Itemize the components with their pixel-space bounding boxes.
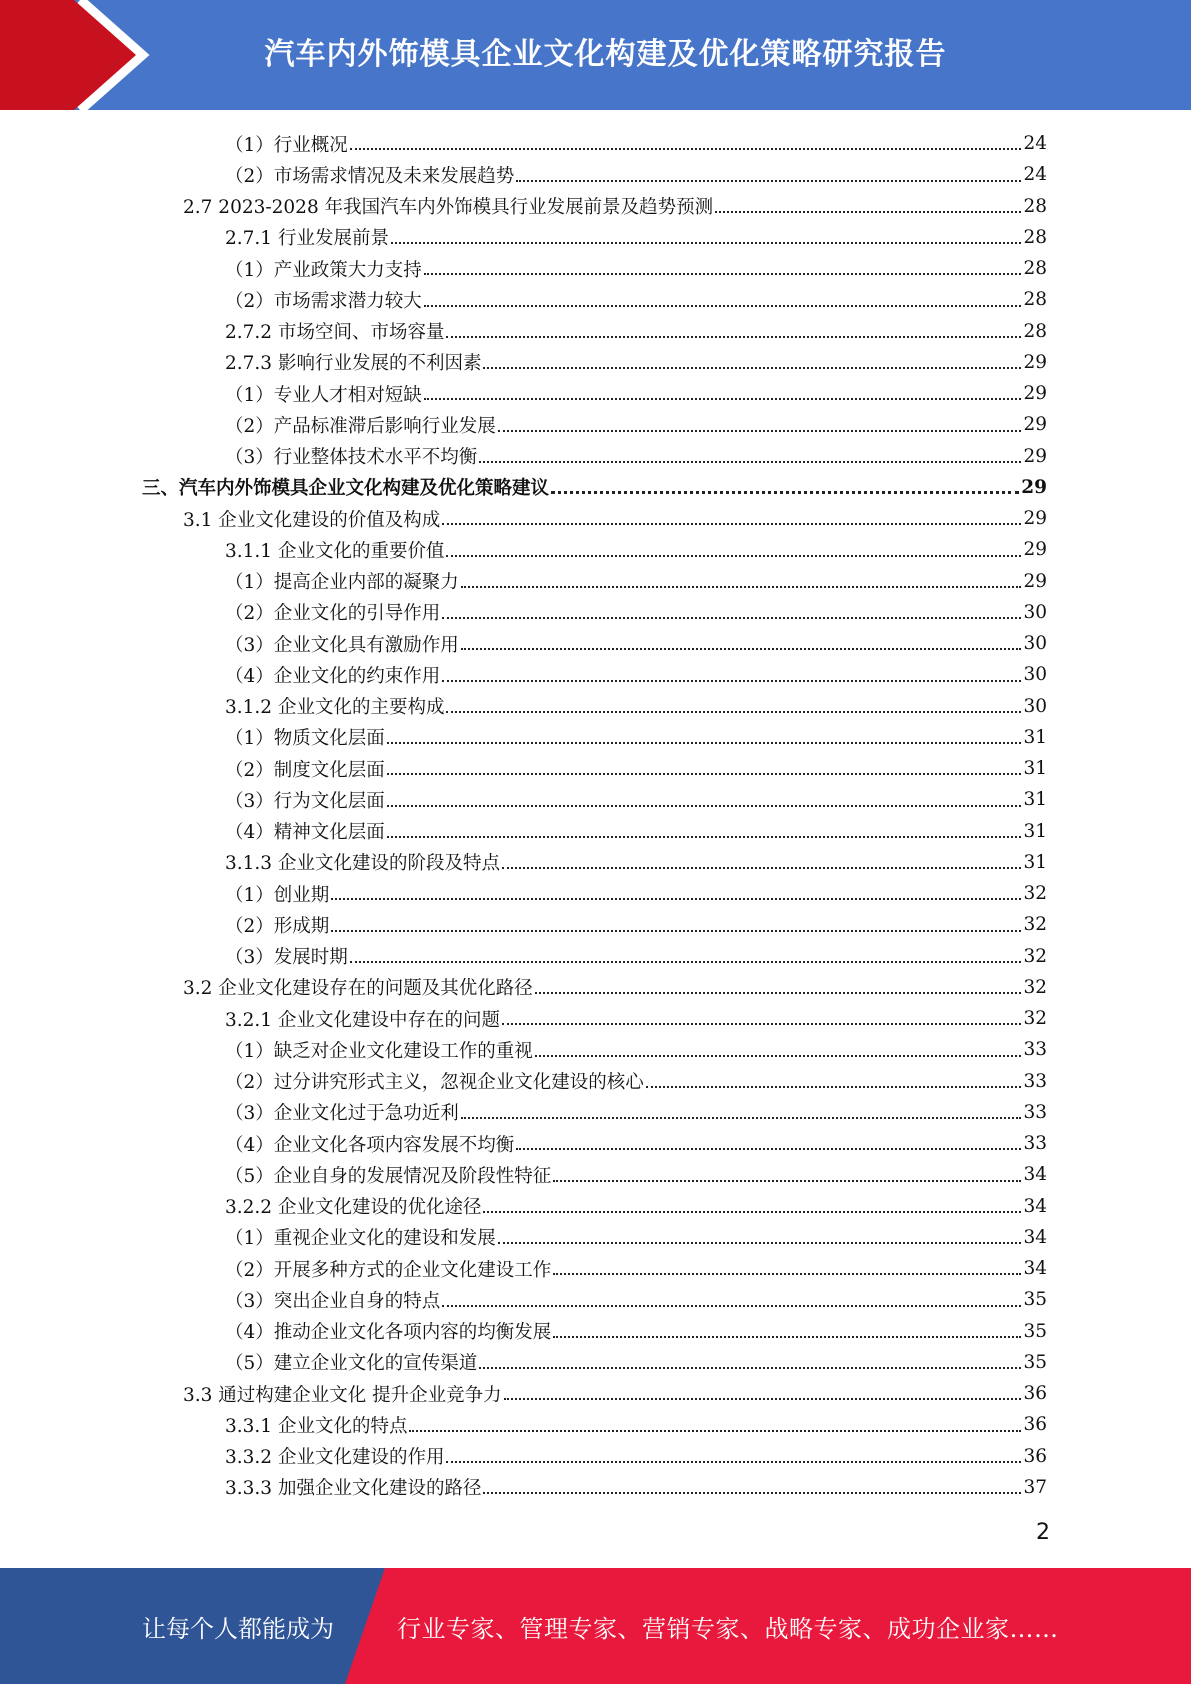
toc-entry-page: 34 — [1023, 1226, 1047, 1248]
toc-dot-leader — [646, 1085, 1022, 1088]
toc-dot-leader — [498, 1241, 1022, 1244]
toc-entry-title: （2）过分讲究形式主义，忽视企业文化建设的核心 — [225, 1072, 644, 1094]
toc-dot-leader — [553, 1179, 1021, 1182]
toc-entry[interactable] — [0, 1159, 1191, 1190]
toc-entry-title: （1）重视企业文化的建设和发展 — [225, 1228, 496, 1250]
toc-entry[interactable] — [0, 1316, 1191, 1347]
toc-entry[interactable] — [0, 409, 1191, 440]
toc-entry[interactable] — [0, 628, 1191, 659]
toc-entry[interactable] — [0, 753, 1191, 784]
header-banner — [0, 0, 1191, 110]
toc-entry-page: 31 — [1023, 851, 1047, 873]
toc-entry-page: 35 — [1023, 1289, 1047, 1311]
toc-dot-leader — [446, 710, 1021, 713]
toc-dot-leader — [502, 1022, 1021, 1025]
toc-entry[interactable] — [0, 972, 1191, 1003]
toc-entry-page: 33 — [1023, 1070, 1047, 1092]
toc-entry[interactable] — [0, 909, 1191, 940]
toc-entry-page: 29 — [1023, 539, 1047, 561]
toc-entry[interactable] — [0, 1128, 1191, 1159]
toc-entry-page: 31 — [1023, 726, 1047, 748]
toc-entry-title: （2）制度文化层面 — [225, 759, 385, 781]
toc-entry-page: 28 — [1023, 195, 1047, 217]
toc-entry[interactable] — [0, 347, 1191, 378]
toc-dot-leader — [715, 210, 1021, 213]
toc-dot-leader — [442, 679, 1021, 682]
toc-entry[interactable] — [0, 128, 1191, 159]
toc-entry[interactable] — [0, 534, 1191, 565]
toc-entry-page: 31 — [1023, 758, 1047, 780]
toc-entry-title: 3.3.1 企业文化的特点 — [225, 1415, 408, 1437]
toc-entry-title: 3.3.3 加强企业文化建设的路径 — [225, 1478, 482, 1500]
toc-entry[interactable] — [0, 847, 1191, 878]
toc-entry[interactable] — [0, 816, 1191, 847]
toc-dot-leader — [409, 1429, 1021, 1432]
toc-entry-title: （2）企业文化的引导作用 — [225, 603, 441, 625]
toc-entry[interactable] — [0, 191, 1191, 222]
toc-entry-title: 2.7 2023-2028 年我国汽车内外饰模具行业发展前景及趋势预测 — [183, 197, 714, 219]
toc-entry-title: （1）产业政策大力支持 — [225, 259, 422, 281]
toc-dot-leader — [424, 304, 1022, 307]
toc-dot-leader — [446, 335, 1021, 338]
toc-entry[interactable] — [0, 378, 1191, 409]
toc-entry-title: （3）行业整体技术水平不均衡 — [225, 447, 478, 469]
toc-entry-page: 32 — [1023, 1008, 1047, 1030]
toc-entry-title: （4）企业文化的约束作用 — [225, 665, 441, 687]
toc-entry-page: 33 — [1023, 1039, 1047, 1061]
toc-dot-leader — [461, 585, 1022, 588]
toc-entry-page: 28 — [1023, 226, 1047, 248]
toc-entry-title: 3.1.2 企业文化的主要构成 — [225, 697, 445, 719]
toc-dot-leader — [442, 522, 1021, 525]
toc-entry[interactable] — [0, 316, 1191, 347]
toc-entry-title: （2）产品标准滞后影响行业发展 — [225, 415, 496, 437]
toc-entry[interactable] — [0, 1097, 1191, 1128]
toc-dot-leader — [551, 490, 1019, 494]
toc-entry[interactable] — [0, 1409, 1191, 1440]
toc-entry-page: 29 — [1023, 351, 1047, 373]
toc-entry[interactable] — [0, 441, 1191, 472]
toc-dot-leader — [535, 991, 1022, 994]
toc-entry-page: 24 — [1023, 133, 1047, 155]
toc-dot-leader — [483, 366, 1021, 369]
toc-entry-title: （3）企业文化具有激励作用 — [225, 634, 459, 656]
toc-entry[interactable] — [0, 1284, 1191, 1315]
toc-entry-title: （1）物质文化层面 — [225, 728, 385, 750]
toc-entry-title: 3.3 通过构建企业文化 提升企业竞争力 — [183, 1384, 502, 1406]
toc-dot-leader — [350, 147, 1022, 150]
toc-dot-leader — [479, 1366, 1021, 1369]
toc-entry-title: 2.7.2 市场空间、市场容量 — [225, 322, 445, 344]
toc-entry-page: 34 — [1023, 1164, 1047, 1186]
toc-entry[interactable] — [0, 1066, 1191, 1097]
toc-dot-leader — [331, 929, 1021, 932]
toc-entry-page: 35 — [1023, 1320, 1047, 1342]
toc-entry[interactable] — [0, 222, 1191, 253]
toc-dot-leader — [516, 179, 1021, 182]
toc-dot-leader — [504, 1397, 1022, 1400]
toc-entry-page: 32 — [1023, 883, 1047, 905]
toc-entry[interactable] — [0, 253, 1191, 284]
toc-dot-leader — [442, 1304, 1021, 1307]
toc-entry[interactable] — [0, 566, 1191, 597]
toc-entry-title: （3）行为文化层面 — [225, 790, 385, 812]
toc-entry-page: 33 — [1023, 1101, 1047, 1123]
toc-dot-leader — [387, 835, 1022, 838]
toc-entry-title: 3.2 企业文化建设存在的问题及其优化路径 — [183, 978, 533, 1000]
toc-entry[interactable] — [0, 1441, 1191, 1472]
toc-entry[interactable] — [0, 1003, 1191, 1034]
toc-entry-page: 37 — [1023, 1476, 1047, 1498]
toc-entry-page: 29 — [1023, 414, 1047, 436]
toc-entry-title: （3）突出企业自身的特点 — [225, 1290, 441, 1312]
toc-dot-leader — [483, 1491, 1021, 1494]
toc-dot-leader — [461, 647, 1022, 650]
toc-entry[interactable] — [0, 597, 1191, 628]
toc-entry[interactable] — [0, 1253, 1191, 1284]
toc-entry[interactable] — [0, 659, 1191, 690]
toc-dot-leader — [483, 1210, 1021, 1213]
toc-entry-title: 三、汽车内外饰模具企业文化构建及优化策略建议 — [142, 478, 550, 500]
toc-dot-leader — [553, 1272, 1021, 1275]
toc-entry-page: 30 — [1023, 695, 1047, 717]
toc-dot-leader — [424, 272, 1022, 275]
toc-entry[interactable] — [0, 1034, 1191, 1065]
toc-entry-title: （4）推动企业文化各项内容的均衡发展 — [225, 1322, 552, 1344]
toc-dot-leader — [424, 397, 1022, 400]
toc-entry-title: （3）企业文化过于急功近利 — [225, 1103, 459, 1125]
toc-dot-leader — [446, 1460, 1021, 1463]
table-of-contents — [0, 128, 1191, 1503]
toc-entry-title: （4）企业文化各项内容发展不均衡 — [225, 1134, 515, 1156]
toc-entry-title: （2）形成期 — [225, 915, 330, 937]
document-title: 汽车内外饰模具企业文化构建及优化策略研究报告 — [264, 37, 947, 72]
toc-entry[interactable] — [0, 1347, 1191, 1378]
toc-entry[interactable] — [0, 1378, 1191, 1409]
toc-dot-leader — [446, 554, 1021, 557]
toc-entry-page: 29 — [1023, 570, 1047, 592]
toc-entry-title: （3）发展时期 — [225, 947, 348, 969]
toc-entry-page: 29 — [1023, 383, 1047, 405]
toc-entry-title: （1）专业人才相对短缺 — [225, 384, 422, 406]
toc-dot-leader — [461, 1116, 1022, 1119]
toc-entry-page: 29 — [1021, 476, 1047, 498]
toc-dot-leader — [516, 1147, 1021, 1150]
toc-entry-title: 3.3.2 企业文化建设的作用 — [225, 1447, 445, 1469]
toc-entry-title: 3.1.3 企业文化建设的阶段及特点 — [225, 853, 500, 875]
toc-entry-title: 3.2.2 企业文化建设的优化途径 — [225, 1197, 482, 1219]
toc-dot-leader — [387, 772, 1022, 775]
toc-entry-page: 29 — [1023, 445, 1047, 467]
toc-dot-leader — [535, 1054, 1022, 1057]
footer-slogan-right: 行业专家、管理专家、营销专家、战略专家、成功企业家…… — [397, 1614, 1059, 1643]
toc-entry-page: 34 — [1023, 1258, 1047, 1280]
toc-entry-page: 32 — [1023, 914, 1047, 936]
toc-entry-page: 36 — [1023, 1414, 1047, 1436]
toc-entry[interactable] — [0, 941, 1191, 972]
toc-entry-title: 3.2.1 企业文化建设中存在的问题 — [225, 1009, 500, 1031]
toc-entry-title: （1）提高企业内部的凝聚力 — [225, 572, 459, 594]
toc-entry-title: （2）市场需求潜力较大 — [225, 290, 422, 312]
toc-entry-page: 36 — [1023, 1383, 1047, 1405]
footer-slogan-left: 让每个人都能成为 — [142, 1614, 334, 1643]
toc-entry[interactable] — [0, 503, 1191, 534]
toc-entry-title: （5）建立企业文化的宣传渠道 — [225, 1353, 478, 1375]
toc-entry-page: 29 — [1023, 508, 1047, 530]
toc-entry-title: （2）市场需求情况及未来发展趋势 — [225, 165, 515, 187]
toc-dot-leader — [498, 429, 1022, 432]
toc-dot-leader — [350, 960, 1022, 963]
toc-entry-page: 30 — [1023, 601, 1047, 623]
toc-entry[interactable] — [0, 1191, 1191, 1222]
toc-entry-page: 32 — [1023, 945, 1047, 967]
toc-dot-leader — [553, 1335, 1021, 1338]
toc-entry-page: 31 — [1023, 789, 1047, 811]
toc-entry-title: 2.7.3 影响行业发展的不利因素 — [225, 353, 482, 375]
toc-dot-leader — [331, 897, 1021, 900]
toc-entry-page: 28 — [1023, 289, 1047, 311]
toc-entry[interactable] — [0, 159, 1191, 190]
footer-banner — [0, 1568, 1191, 1684]
toc-entry[interactable] — [0, 691, 1191, 722]
toc-entry-page: 36 — [1023, 1445, 1047, 1467]
toc-entry-page: 32 — [1023, 976, 1047, 998]
toc-entry-title: （1）创业期 — [225, 884, 330, 906]
toc-entry[interactable] — [0, 722, 1191, 753]
page-number: 2 — [1036, 1520, 1050, 1545]
toc-dot-leader — [387, 804, 1022, 807]
toc-entry-page: 28 — [1023, 258, 1047, 280]
toc-entry-page: 34 — [1023, 1195, 1047, 1217]
toc-entry-title: （5）企业自身的发展情况及阶段性特征 — [225, 1165, 552, 1187]
toc-dot-leader — [391, 241, 1021, 244]
toc-dot-leader — [387, 741, 1022, 744]
toc-entry[interactable] — [0, 284, 1191, 315]
toc-dot-leader — [502, 866, 1021, 869]
toc-entry-title: 3.1.1 企业文化的重要价值 — [225, 540, 445, 562]
toc-entry[interactable] — [0, 784, 1191, 815]
toc-entry-title: 3.1 企业文化建设的价值及构成 — [183, 509, 441, 531]
toc-entry-page: 31 — [1023, 820, 1047, 842]
toc-entry[interactable] — [0, 472, 1191, 503]
toc-entry-title: （2）开展多种方式的企业文化建设工作 — [225, 1259, 552, 1281]
toc-entry-page: 30 — [1023, 664, 1047, 686]
toc-entry-page: 30 — [1023, 633, 1047, 655]
toc-entry[interactable] — [0, 1472, 1191, 1503]
toc-entry-title: （4）精神文化层面 — [225, 822, 385, 844]
toc-entry-title: （1）行业概况 — [225, 134, 348, 156]
toc-entry-title: （1）缺乏对企业文化建设工作的重视 — [225, 1040, 533, 1062]
toc-entry[interactable] — [0, 878, 1191, 909]
toc-entry[interactable] — [0, 1222, 1191, 1253]
toc-entry-page: 28 — [1023, 320, 1047, 342]
toc-entry-page: 24 — [1023, 164, 1047, 186]
toc-dot-leader — [479, 460, 1021, 463]
toc-dot-leader — [442, 616, 1021, 619]
toc-entry-page: 35 — [1023, 1351, 1047, 1373]
toc-entry-title: 2.7.1 行业发展前景 — [225, 228, 389, 250]
toc-entry-page: 33 — [1023, 1133, 1047, 1155]
